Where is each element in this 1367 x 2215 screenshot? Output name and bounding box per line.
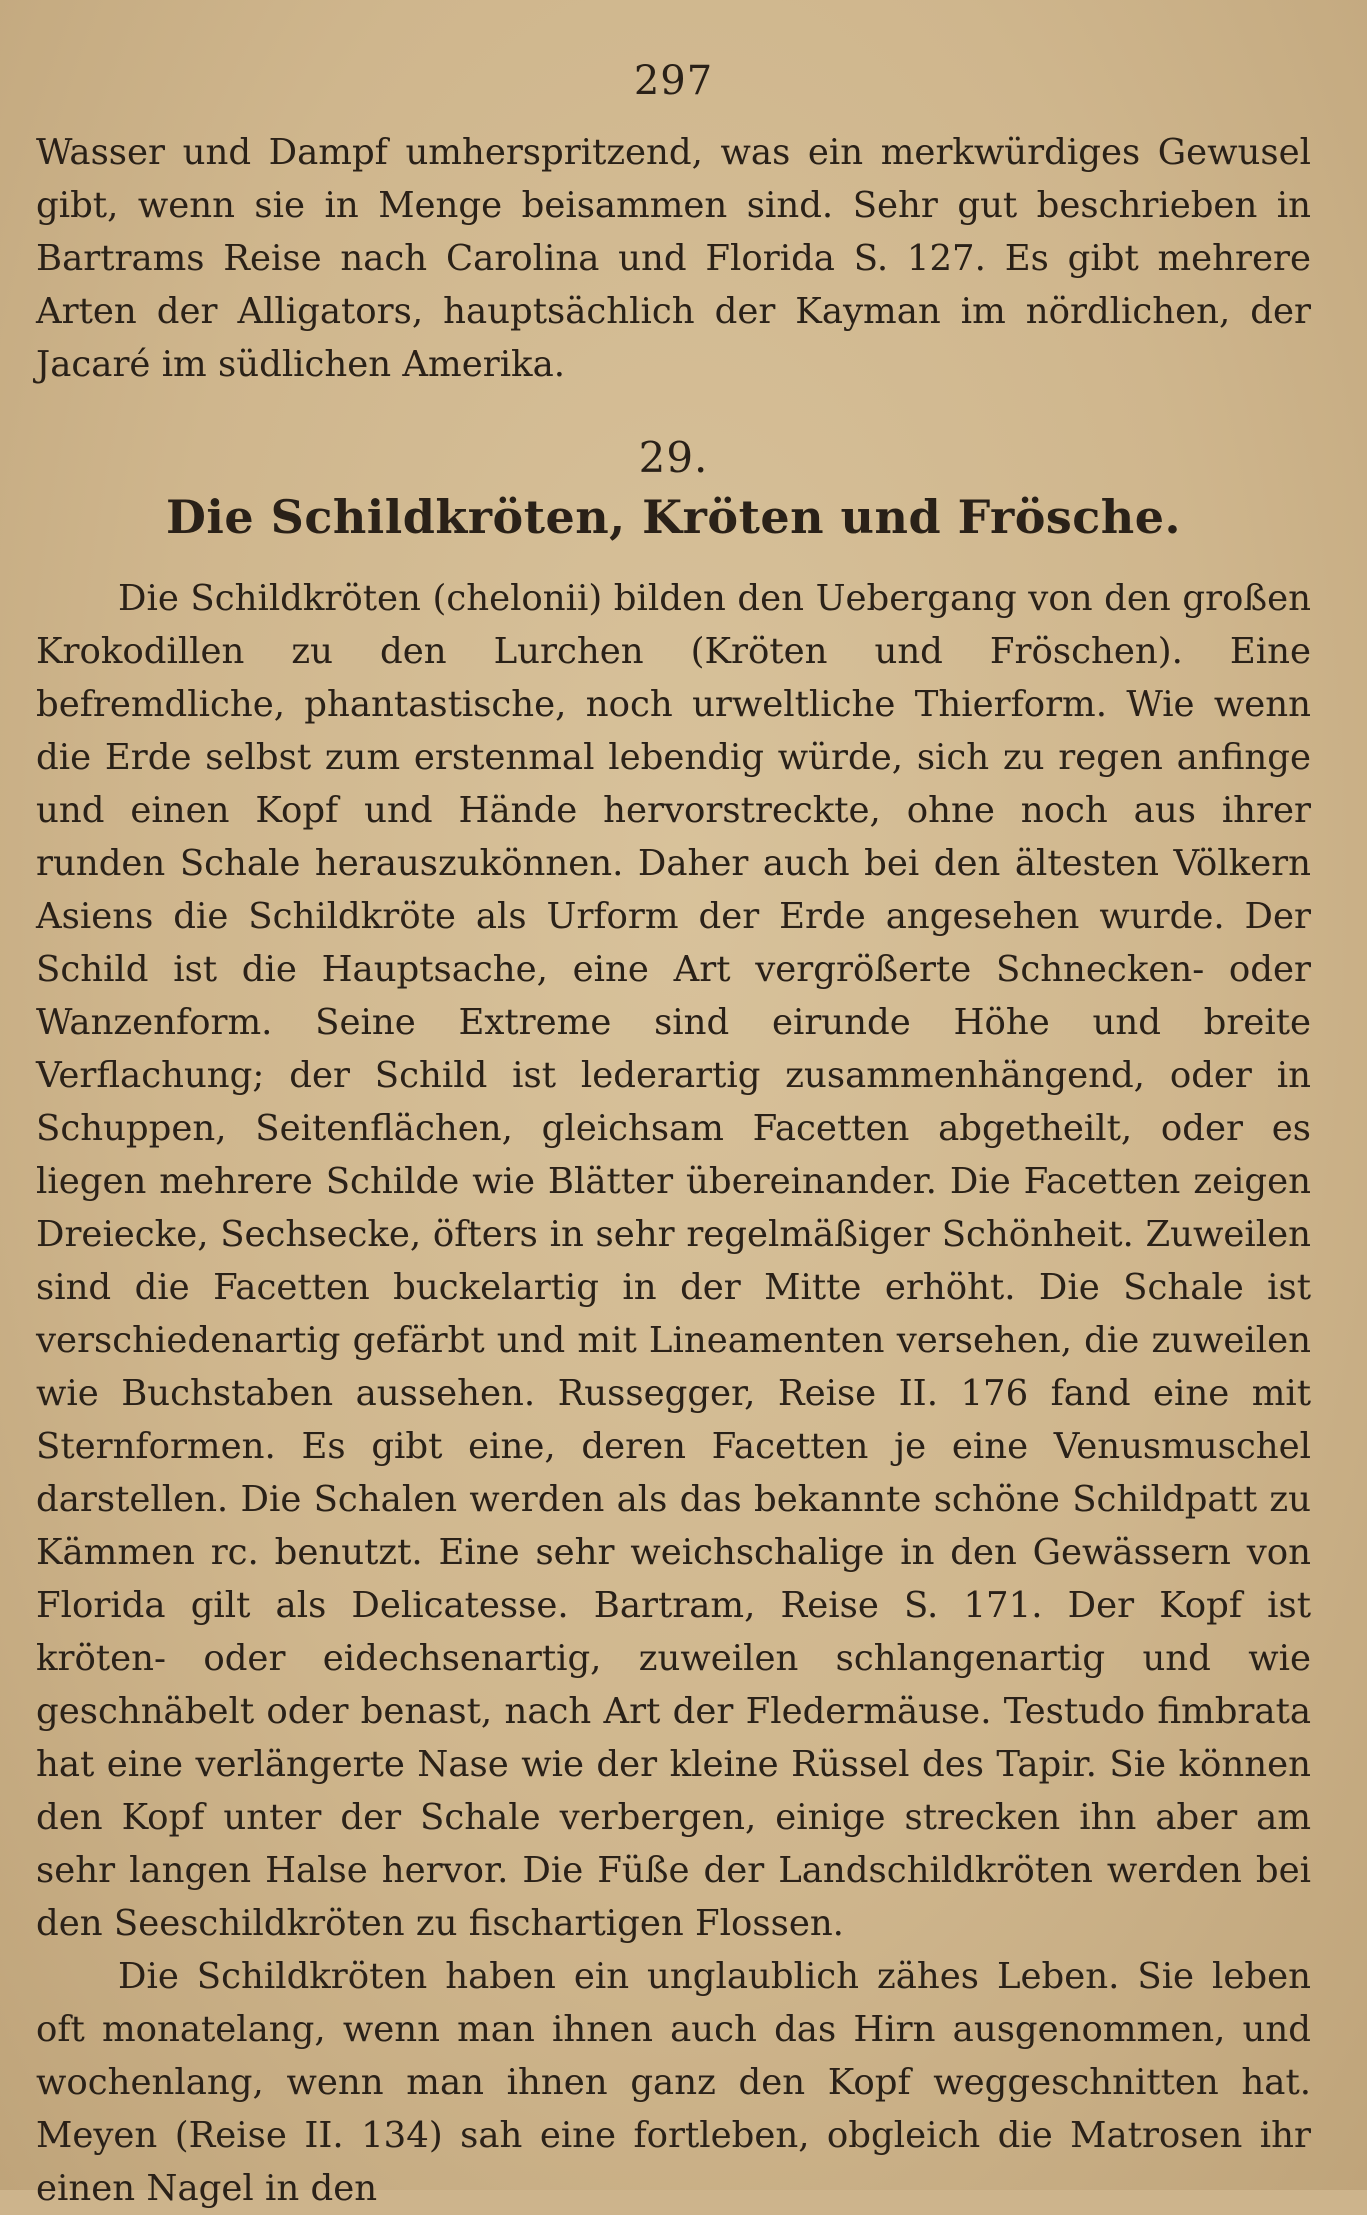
section-number: 29. [638, 433, 709, 482]
intro-paragraph: Wasser und Dampf umherspritzend, was ein merkwürdiges Gewusel gibt, wenn sie in Menge beisammen sind. Sehr gut beschrieben in Bartrams Reise nach Carolina und Florida S. 127. Es gibt mehrere Arten der Alligators, hauptsächlich der Kayman im nördlichen, der Jacaré im südlichen Amerika. [36, 132, 1311, 385]
section-paragraph-1: Die Schildkröten (chelonii) bilden den Uebergang von den großen Krokodillen zu den Lurchen (Kröten und Fröschen). Eine befremdliche, phantastische, noch urweltliche Thierform. Wie wenn die Erde selbst zum erstenmal lebendig würde, sich zu regen anfinge und einen Kopf und Hände hervorstreckte, ohne noch aus ihrer runden Schale herauszukönnen. Daher auch bei den ältesten Völkern Asiens die Schildkröte als Urform der Erde angesehen wurde. Der Schild ist die Hauptsache, eine Art vergrößerte Schnecken- oder Wanzenform. Seine Extreme sind eirunde Höhe und breite Verflachung; der Schild ist lederartig zusammenhängend, oder in Schuppen, Seitenflächen, gleichsam Facetten abgetheilt, oder es liegen mehrere Schilde wie Blätter übereinander. Die Facetten zeigen Dreiecke, Sechsecke, öfters in sehr regelmäßiger Schönheit. Zuweilen sind die Facetten buckelartig in der Mitte erhöht. Die Schale ist verschiedenartig gefärbt und mit Lineamenten versehen, die zuweilen wie Buchstaben aussehen. Russegger, Reise II. 176 fand eine mit Sternformen. Es gibt eine, deren Facetten je eine Venusmuschel darstellen. Die Schalen werden als das bekannte schöne Schildpatt zu Kämmen rc. benutzt. Eine sehr weichschalige in den Gewässern von Florida gilt als Delicatesse. Bartram, Reise S. 171. Der Kopf ist kröten- oder eidechsenartig, zuweilen schlangenartig und wie geschnäbelt oder benast, nach Art der Fledermäuse. Testudo fimbrata hat eine verlängerte Nase wie der kleine Rüssel des Tapir. Sie können den Kopf unter der Schale verbergen, einige strecken ihn aber am sehr langen Halse hervor. Die Füße der Landschildkröten werden bei den Seeschildkröten zu fischartigen Flossen. [36, 578, 1311, 1944]
section-title: Die Schildkröten, Kröten und Frösche. [165, 490, 1182, 544]
section-paragraph-2: Die Schildkröten haben ein unglaublich zähes Leben. Sie leben oft monatelang, wenn man ihnen auch das Hirn ausgenommen, und wochenlang, wenn man ihnen ganz den Kopf weggeschnitten hat. Meyen (Reise II. 134) sah eine fortleben, obgleich die Matrosen ihr einen Nagel in den [36, 1956, 1311, 2209]
page-number: 297 [633, 58, 714, 104]
